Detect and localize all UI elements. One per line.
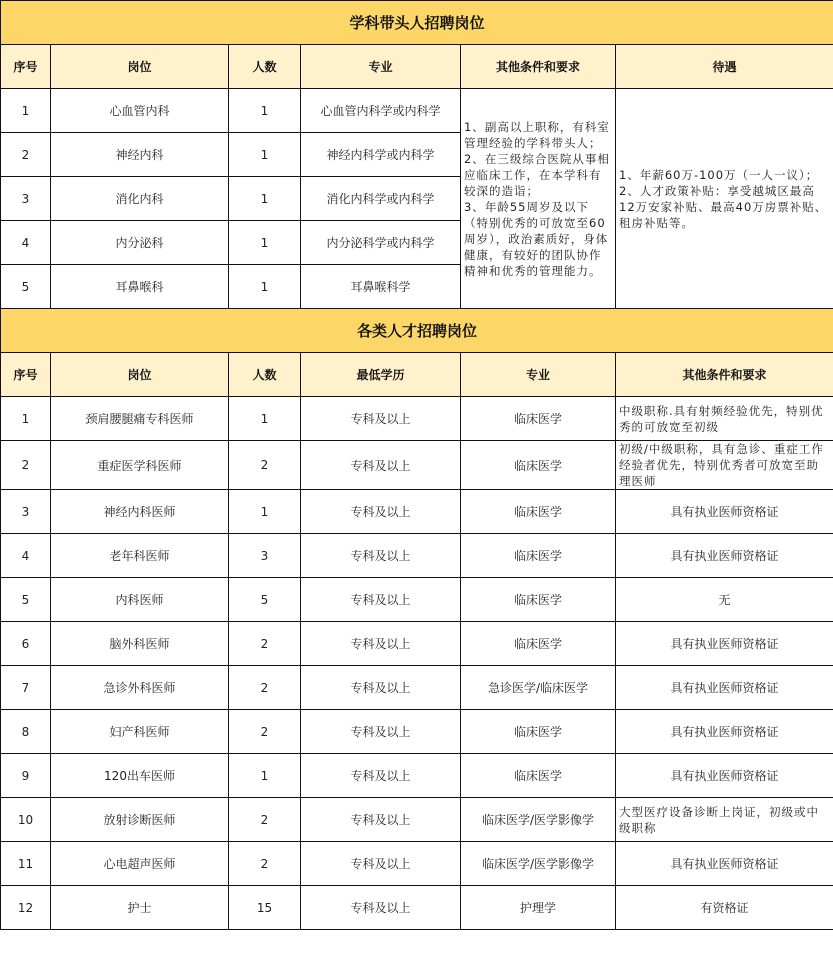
cell-requirements: 无	[616, 578, 833, 622]
cell-no: 1	[1, 397, 51, 441]
cell-major: 临床医学/医学影像学	[461, 842, 616, 886]
cell-major: 心血管内科学或内科学	[301, 89, 461, 133]
cell-count: 2	[229, 666, 301, 710]
cell-education: 专科及以上	[301, 441, 461, 490]
cell-education: 专科及以上	[301, 754, 461, 798]
cell-major: 耳鼻喉科学	[301, 265, 461, 309]
cell-major: 临床医学	[461, 534, 616, 578]
cell-major: 临床医学	[461, 710, 616, 754]
cell-count: 2	[229, 441, 301, 490]
cell-position: 心血管内科	[51, 89, 229, 133]
cell-education: 专科及以上	[301, 490, 461, 534]
cell-no: 4	[1, 221, 51, 265]
cell-count: 1	[229, 133, 301, 177]
cell-position: 放射诊断医师	[51, 798, 229, 842]
cell-major: 临床医学/医学影像学	[461, 798, 616, 842]
cell-education: 专科及以上	[301, 842, 461, 886]
cell-requirements: 具有执业医师资格证	[616, 490, 833, 534]
cell-education: 专科及以上	[301, 710, 461, 754]
header-position: 岗位	[51, 45, 229, 89]
cell-count: 15	[229, 886, 301, 930]
cell-count: 1	[229, 397, 301, 441]
cell-count: 1	[229, 89, 301, 133]
table-row	[1, 534, 833, 578]
cell-count: 5	[229, 578, 301, 622]
cell-count: 3	[229, 534, 301, 578]
cell-position: 内分泌科	[51, 221, 229, 265]
table-row	[1, 89, 833, 133]
cell-requirements: 初级/中级职称，具有急诊、重症工作经验者优先，特别优秀者可放宽至助理医师	[616, 441, 833, 490]
header-count: 人数	[229, 353, 301, 397]
cell-position: 老年科医师	[51, 534, 229, 578]
cell-major: 内分泌科学或内科学	[301, 221, 461, 265]
section2-title-row	[1, 309, 833, 353]
cell-major: 神经内科学或内科学	[301, 133, 461, 177]
cell-position: 护士	[51, 886, 229, 930]
table-row	[1, 666, 833, 710]
cell-no: 9	[1, 754, 51, 798]
table-row	[1, 622, 833, 666]
cell-no: 3	[1, 177, 51, 221]
cell-count: 1	[229, 490, 301, 534]
table-row	[1, 490, 833, 534]
cell-major: 临床医学	[461, 397, 616, 441]
cell-position: 神经内科医师	[51, 490, 229, 534]
header-major: 专业	[301, 45, 461, 89]
cell-no: 7	[1, 666, 51, 710]
table-row	[1, 842, 833, 886]
cell-no: 2	[1, 441, 51, 490]
cell-requirements: 有资格证	[616, 886, 833, 930]
header-benefits: 待遇	[616, 45, 833, 89]
cell-position: 神经内科	[51, 133, 229, 177]
cell-education: 专科及以上	[301, 666, 461, 710]
cell-requirements: 具有执业医师资格证	[616, 754, 833, 798]
cell-major: 临床医学	[461, 490, 616, 534]
cell-education: 专科及以上	[301, 534, 461, 578]
cell-no: 4	[1, 534, 51, 578]
cell-major: 临床医学	[461, 754, 616, 798]
cell-position: 颈肩腰腿痛专科医师	[51, 397, 229, 441]
header-education: 最低学历	[301, 353, 461, 397]
section1-title: 学科带头人招聘岗位	[1, 1, 833, 45]
cell-count: 2	[229, 842, 301, 886]
header-count: 人数	[229, 45, 301, 89]
table-row	[1, 397, 833, 441]
cell-requirements: 具有执业医师资格证	[616, 534, 833, 578]
table-row	[1, 710, 833, 754]
cell-major: 护理学	[461, 886, 616, 930]
cell-no: 5	[1, 265, 51, 309]
cell-position: 消化内科	[51, 177, 229, 221]
cell-benefits: 1、年薪60万-100万（一人一议）； 2、人才政策补贴：享受越城区最高12万安家补贴、最高40万房票补贴、租房补贴等。	[616, 89, 833, 309]
cell-no: 10	[1, 798, 51, 842]
cell-position: 急诊外科医师	[51, 666, 229, 710]
cell-no: 6	[1, 622, 51, 666]
header-no: 序号	[1, 45, 51, 89]
table-row	[1, 441, 833, 490]
cell-no: 12	[1, 886, 51, 930]
header-requirements: 其他条件和要求	[616, 353, 833, 397]
header-position: 岗位	[51, 353, 229, 397]
cell-position: 心电超声医师	[51, 842, 229, 886]
cell-requirements: 具有执业医师资格证	[616, 666, 833, 710]
table-row	[1, 798, 833, 842]
cell-major: 临床医学	[461, 441, 616, 490]
cell-no: 1	[1, 89, 51, 133]
cell-education: 专科及以上	[301, 622, 461, 666]
cell-position: 120出车医师	[51, 754, 229, 798]
cell-count: 2	[229, 710, 301, 754]
cell-position: 妇产科医师	[51, 710, 229, 754]
cell-major: 消化内科学或内科学	[301, 177, 461, 221]
cell-count: 1	[229, 177, 301, 221]
cell-requirements: 具有执业医师资格证	[616, 842, 833, 886]
cell-requirements: 中级职称.具有射频经验优先，特别优秀的可放宽至初级	[616, 397, 833, 441]
cell-no: 5	[1, 578, 51, 622]
cell-education: 专科及以上	[301, 397, 461, 441]
cell-education: 专科及以上	[301, 886, 461, 930]
cell-position: 内科医师	[51, 578, 229, 622]
table-row	[1, 886, 833, 930]
cell-requirements: 具有执业医师资格证	[616, 710, 833, 754]
cell-no: 3	[1, 490, 51, 534]
cell-no: 2	[1, 133, 51, 177]
cell-count: 2	[229, 622, 301, 666]
cell-position: 耳鼻喉科	[51, 265, 229, 309]
cell-no: 11	[1, 842, 51, 886]
cell-count: 1	[229, 754, 301, 798]
header-no: 序号	[1, 353, 51, 397]
section2-title: 各类人才招聘岗位	[1, 309, 833, 353]
cell-position: 脑外科医师	[51, 622, 229, 666]
section1-title-row	[1, 1, 833, 45]
section2-header-row	[1, 353, 833, 397]
section1-header-row	[1, 45, 833, 89]
cell-major: 急诊医学/临床医学	[461, 666, 616, 710]
cell-count: 2	[229, 798, 301, 842]
cell-major: 临床医学	[461, 622, 616, 666]
table-row	[1, 754, 833, 798]
cell-no: 8	[1, 710, 51, 754]
cell-requirements: 大型医疗设备诊断上岗证，初级或中级职称	[616, 798, 833, 842]
header-requirements: 其他条件和要求	[461, 45, 616, 89]
cell-count: 1	[229, 221, 301, 265]
cell-major: 临床医学	[461, 578, 616, 622]
cell-count: 1	[229, 265, 301, 309]
cell-position: 重症医学科医师	[51, 441, 229, 490]
cell-education: 专科及以上	[301, 578, 461, 622]
table-row	[1, 578, 833, 622]
cell-education: 专科及以上	[301, 798, 461, 842]
header-major: 专业	[461, 353, 616, 397]
cell-requirements: 1、副高以上职称，有科室管理经验的学科带头人； 2、在三级综合医院从事相应临床工作，在本学科有较深的造诣； 3、年龄55周岁及以下（特别优秀的可放宽至60周岁），政治素质好，身体健康，有较好的团队协作精神和优秀的管理能力。	[461, 89, 616, 309]
cell-requirements: 具有执业医师资格证	[616, 622, 833, 666]
